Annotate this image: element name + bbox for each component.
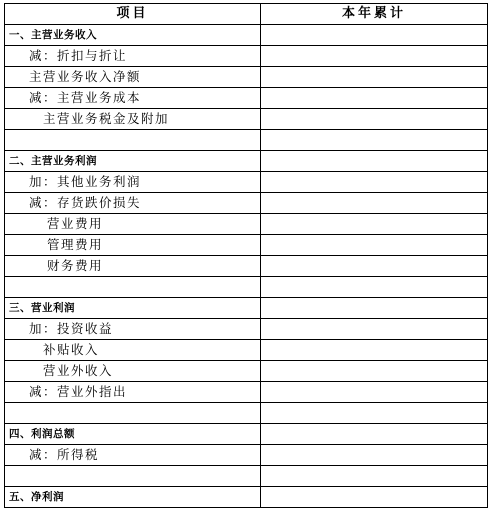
table-row — [5, 298, 488, 319]
table-row — [5, 88, 488, 109]
value-cell[interactable] — [261, 424, 488, 445]
row-label-net-revenue: 主营业务收入净额 — [5, 67, 261, 88]
row-label-income-tax: 减：所得税 — [5, 445, 261, 466]
value-cell[interactable] — [261, 445, 488, 466]
row-label-financial-expenses: 财务费用 — [5, 256, 261, 277]
value-cell[interactable] — [261, 25, 488, 46]
value-cell[interactable] — [261, 172, 488, 193]
table-row — [5, 361, 488, 382]
row-label-other-business-profit: 加：其他业务利润 — [5, 172, 261, 193]
table-row — [5, 109, 488, 130]
table-row-empty — [5, 403, 488, 424]
table-row — [5, 487, 488, 508]
value-cell[interactable] — [261, 466, 488, 487]
value-cell[interactable] — [261, 46, 488, 67]
table-row — [5, 340, 488, 361]
row-label-non-operating-expense: 减：营业外指出 — [5, 382, 261, 403]
value-cell[interactable] — [261, 256, 488, 277]
table-row — [5, 382, 488, 403]
row-label-investment-income: 加：投资收益 — [5, 319, 261, 340]
value-cell[interactable] — [261, 382, 488, 403]
table-row — [5, 172, 488, 193]
value-cell[interactable] — [261, 340, 488, 361]
value-cell[interactable] — [261, 298, 488, 319]
table-row-empty — [5, 130, 488, 151]
empty-cell — [5, 403, 261, 424]
empty-cell — [5, 466, 261, 487]
table-row-empty — [5, 277, 488, 298]
value-cell[interactable] — [261, 130, 488, 151]
value-cell[interactable] — [261, 319, 488, 340]
value-cell[interactable] — [261, 235, 488, 256]
row-label-main-business-cost: 减：主营业务成本 — [5, 88, 261, 109]
empty-cell — [5, 277, 261, 298]
row-label-business-taxes: 主营业务税金及附加 — [5, 109, 261, 130]
value-cell[interactable] — [261, 214, 488, 235]
table-row — [5, 151, 488, 172]
value-cell[interactable] — [261, 487, 488, 508]
income-statement-table — [4, 3, 488, 508]
table-row — [5, 193, 488, 214]
table-row — [5, 235, 488, 256]
value-cell[interactable] — [261, 67, 488, 88]
column-header-item: 项目 — [5, 4, 261, 25]
row-label-admin-expenses: 管理费用 — [5, 235, 261, 256]
row-label-non-operating-income: 营业外收入 — [5, 361, 261, 382]
row-label-discounts: 减：折扣与折让 — [5, 46, 261, 67]
income-statement-sheet — [4, 3, 487, 508]
table-row — [5, 67, 488, 88]
table-row — [5, 319, 488, 340]
section-label-total-profit: 四、利润总额 — [5, 424, 261, 445]
table-row — [5, 46, 488, 67]
value-cell[interactable] — [261, 403, 488, 424]
section-label-main-business-profit: 二、主营业务利润 — [5, 151, 261, 172]
value-cell[interactable] — [261, 109, 488, 130]
table-row-empty — [5, 466, 488, 487]
table-row — [5, 256, 488, 277]
table-row — [5, 214, 488, 235]
column-header-year-to-date: 本年累计 — [261, 4, 488, 25]
value-cell[interactable] — [261, 88, 488, 109]
table-row — [5, 424, 488, 445]
section-label-net-profit: 五、净利润 — [5, 487, 261, 508]
row-label-inventory-loss: 减：存货跌价损失 — [5, 193, 261, 214]
header-row — [5, 4, 488, 25]
empty-cell — [5, 130, 261, 151]
value-cell[interactable] — [261, 361, 488, 382]
table-row — [5, 445, 488, 466]
row-label-subsidy-income: 补贴收入 — [5, 340, 261, 361]
table-row — [5, 25, 488, 46]
section-label-operating-profit: 三、营业利润 — [5, 298, 261, 319]
value-cell[interactable] — [261, 151, 488, 172]
value-cell[interactable] — [261, 277, 488, 298]
section-label-main-business-revenue: 一、主营业务收入 — [5, 25, 261, 46]
row-label-operating-expenses: 营业费用 — [5, 214, 261, 235]
value-cell[interactable] — [261, 193, 488, 214]
